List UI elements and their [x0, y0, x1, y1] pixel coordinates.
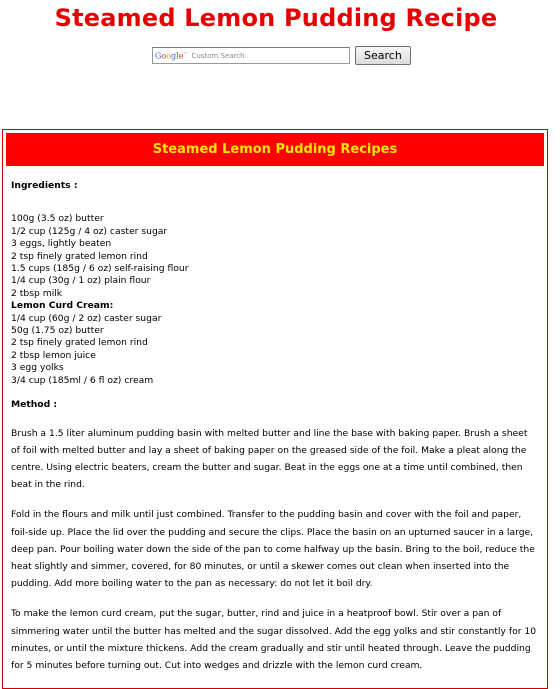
search-button[interactable]: Search	[355, 46, 411, 65]
ingredient-item: 100g (3.5 oz) butter	[11, 213, 104, 225]
curd-ingredient-item: 2 tbsp lemon juice	[11, 349, 96, 361]
curd-ingredient-item: 2 tsp finely grated lemon rind	[11, 337, 148, 349]
recipe-box	[2, 129, 548, 689]
search-bar	[152, 46, 411, 65]
curd-ingredient-item: 3/4 cup (185ml / 6 fl oz) cream	[11, 374, 154, 386]
method-label: Method :	[11, 399, 58, 411]
site-title: Steamed Lemon Pudding Recipe	[54, 4, 498, 32]
curd-ingredient-item: 3 egg yolks	[11, 362, 64, 374]
search-placeholder: Custom Search	[191, 51, 245, 60]
ingredient-item: 1.5 cups (185g / 6 oz) self-raising flour	[11, 263, 189, 275]
method-paragraph: Brush a 1.5 liter aluminum pudding basin with melted butter and line the base with baking paper. Brush a sheet of foil with melted butter and lay a sheet of baking paper on the greased side of the foil. Make a pleat along the centre. Using electric beaters, cream the butter and sugar. Beat in the eggs one at a time until combined, then beat in the rind.	[11, 427, 528, 491]
method-paragraph: Fold in the flours and milk until just combined. Transfer to the pudding basin and cover with the foil and paper, foil-side up. Place the lid over the pudding and secure the clips. Place the basin on an upturned saucer in a large, deep pan. Pour boiling water down the side of the pan to come halfway up the basin. Bring to the boil, reduce the heat slightly and simmer, covered, for 80 minutes, or until a skewer comes out clean when inserted into the pudding. Add more boiling water to the pan as necessary: do not let it boil dry.	[11, 509, 535, 590]
curd-ingredient-item: 50g (1.75 oz) butter	[11, 325, 104, 337]
recipe-content	[3, 180, 547, 674]
ingredients-list	[11, 213, 539, 387]
ingredient-item: 3 eggs, lightly beaten	[11, 238, 112, 250]
ingredient-item: 2 tsp finely grated lemon rind	[11, 250, 148, 262]
ingredient-item: 2 tbsp milk	[11, 287, 63, 299]
google-logo-icon: Google™	[155, 50, 188, 61]
method-paragraph: To make the lemon curd cream, put the sugar, butter, rind and juice in a heatproof bowl. Stir over a pan of simmering water until the butter has melted and the sugar dissolved. Add the egg yolks and stir constantly for 10 minutes, or until the mixture thickens. Add the cream gradually and stir until heated through. Leave the pudding for 5 minutes before turning out. Cut into wedges and drizzle with the lemon curd cream.	[11, 608, 537, 671]
ingredient-item: 1/2 cup (125g / 4 oz) caster sugar	[11, 225, 168, 237]
curd-ingredient-item: 1/4 cup (60g / 2 oz) caster sugar	[11, 312, 162, 324]
ingredient-item: 1/4 cup (30g / 1 oz) plain flour	[11, 275, 151, 287]
ingredients-label: Ingredients :	[11, 180, 78, 191]
curd-label: Lemon Curd Cream:	[11, 300, 114, 312]
search-input[interactable]	[152, 47, 350, 64]
recipe-header: Steamed Lemon Pudding Recipes	[6, 133, 544, 166]
